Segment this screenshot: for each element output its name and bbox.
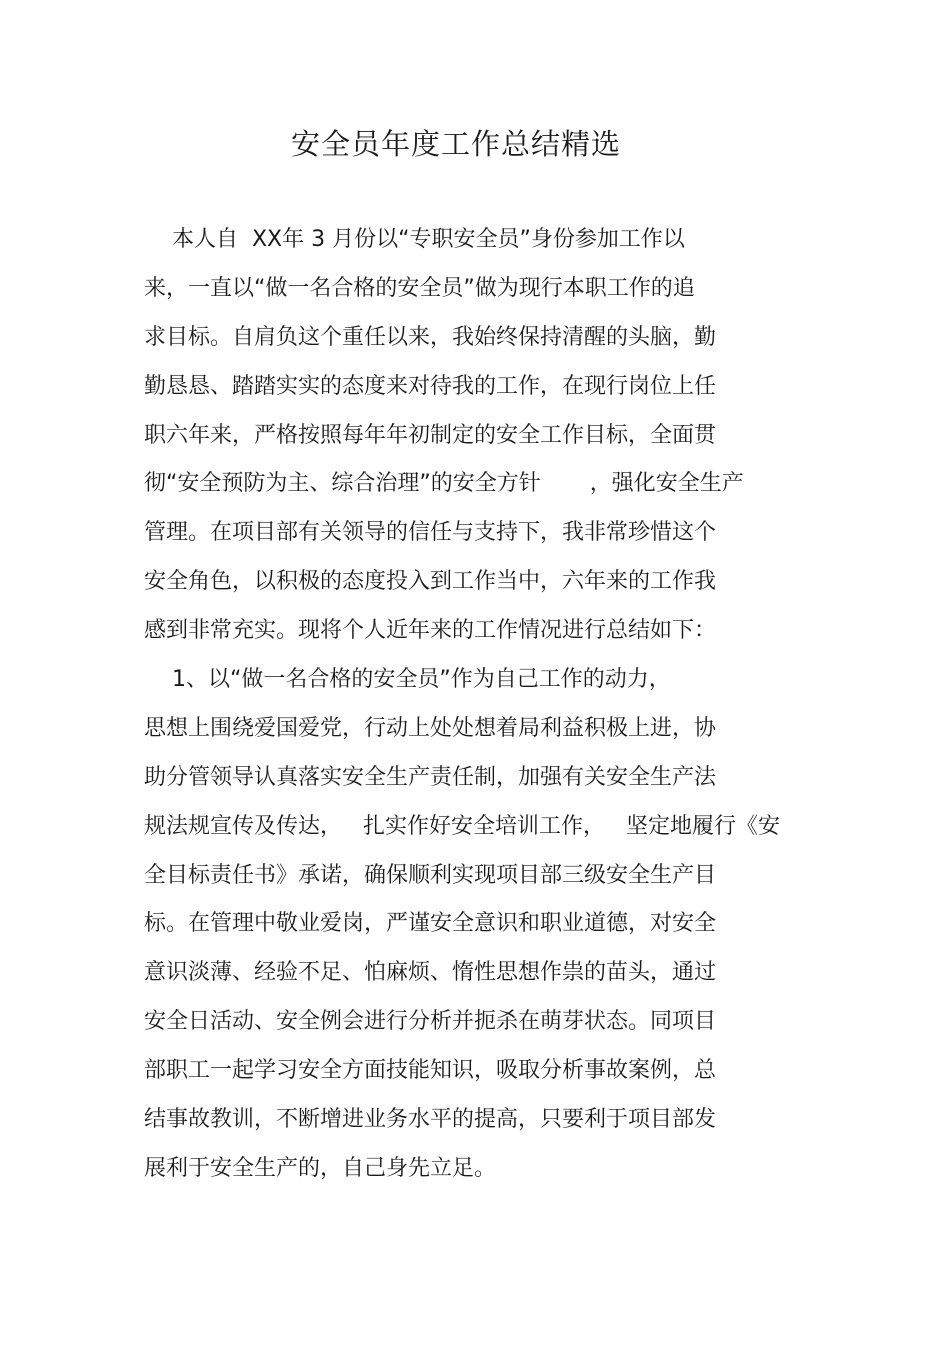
- document-body: [144, 216, 844, 1194]
- text-line: 1、以“做一名合格的安全员”作为自己工作的动力，: [144, 667, 671, 693]
- text-line: 职六年来，严格按照每年年初制定的安全工作目标，全面贯: [144, 422, 717, 448]
- text-line: 勤恳恳、踏踏实实的态度来对待我的工作，在现行岗位上任: [144, 373, 717, 399]
- text-line: 安全日活动、安全例会进行分析并扼杀在萌芽状态。同项目: [144, 1009, 717, 1035]
- text-line: 展利于安全生产的，自己身先立足。: [144, 1155, 497, 1181]
- text-line: 助分管领导认真落实安全生产责任制，加强有关安全生产法: [144, 764, 717, 790]
- text-line: 求目标。自肩负这个重任以来，我始终保持清醒的头脑，勤: [144, 324, 717, 350]
- text-line: 来，一直以“做一名合格的安全员”做为现行本职工作的追: [144, 275, 695, 301]
- text-line: 规法规宣传及传达， 扎实作好安全培训工作， 坚定地履行《安: [144, 813, 780, 839]
- text-line: 彻“安全预防为主、综合治理”的安全方针 ，强化安全生产: [144, 471, 744, 497]
- text-line: 意识淡薄、经验不足、怕麻烦、惰性思想作祟的苗头，通过: [144, 960, 717, 986]
- text-line: 标。在管理中敬业爱岗，严谨安全意识和职业道德，对安全: [144, 911, 717, 937]
- text-line: 管理。在项目部有关领导的信任与支持下，我非常珍惜这个: [144, 520, 717, 546]
- text-line: 思想上围绕爱国爱党，行动上处处想着局利益积极上进，协: [144, 715, 717, 741]
- document-title: 安全员年度工作总结精选: [290, 127, 621, 161]
- text-line: 感到非常充实。现将个人近年来的工作情况进行总结如下：: [144, 618, 717, 644]
- text-line: 全目标责任书》承诺，确保顺利实现项目部三级安全生产目: [144, 862, 717, 888]
- text-line: 本人自 XX年 3 月份以“专职安全员”身份参加工作以: [144, 227, 685, 252]
- text-line: 部职工一起学习安全方面技能知识，吸取分析事故案例，总: [144, 1058, 717, 1084]
- text-line: 安全角色，以积极的态度投入到工作当中，六年来的工作我: [144, 569, 717, 595]
- text-line: 结事故教训，不断增进业务水平的提高，只要利于项目部发: [144, 1107, 717, 1133]
